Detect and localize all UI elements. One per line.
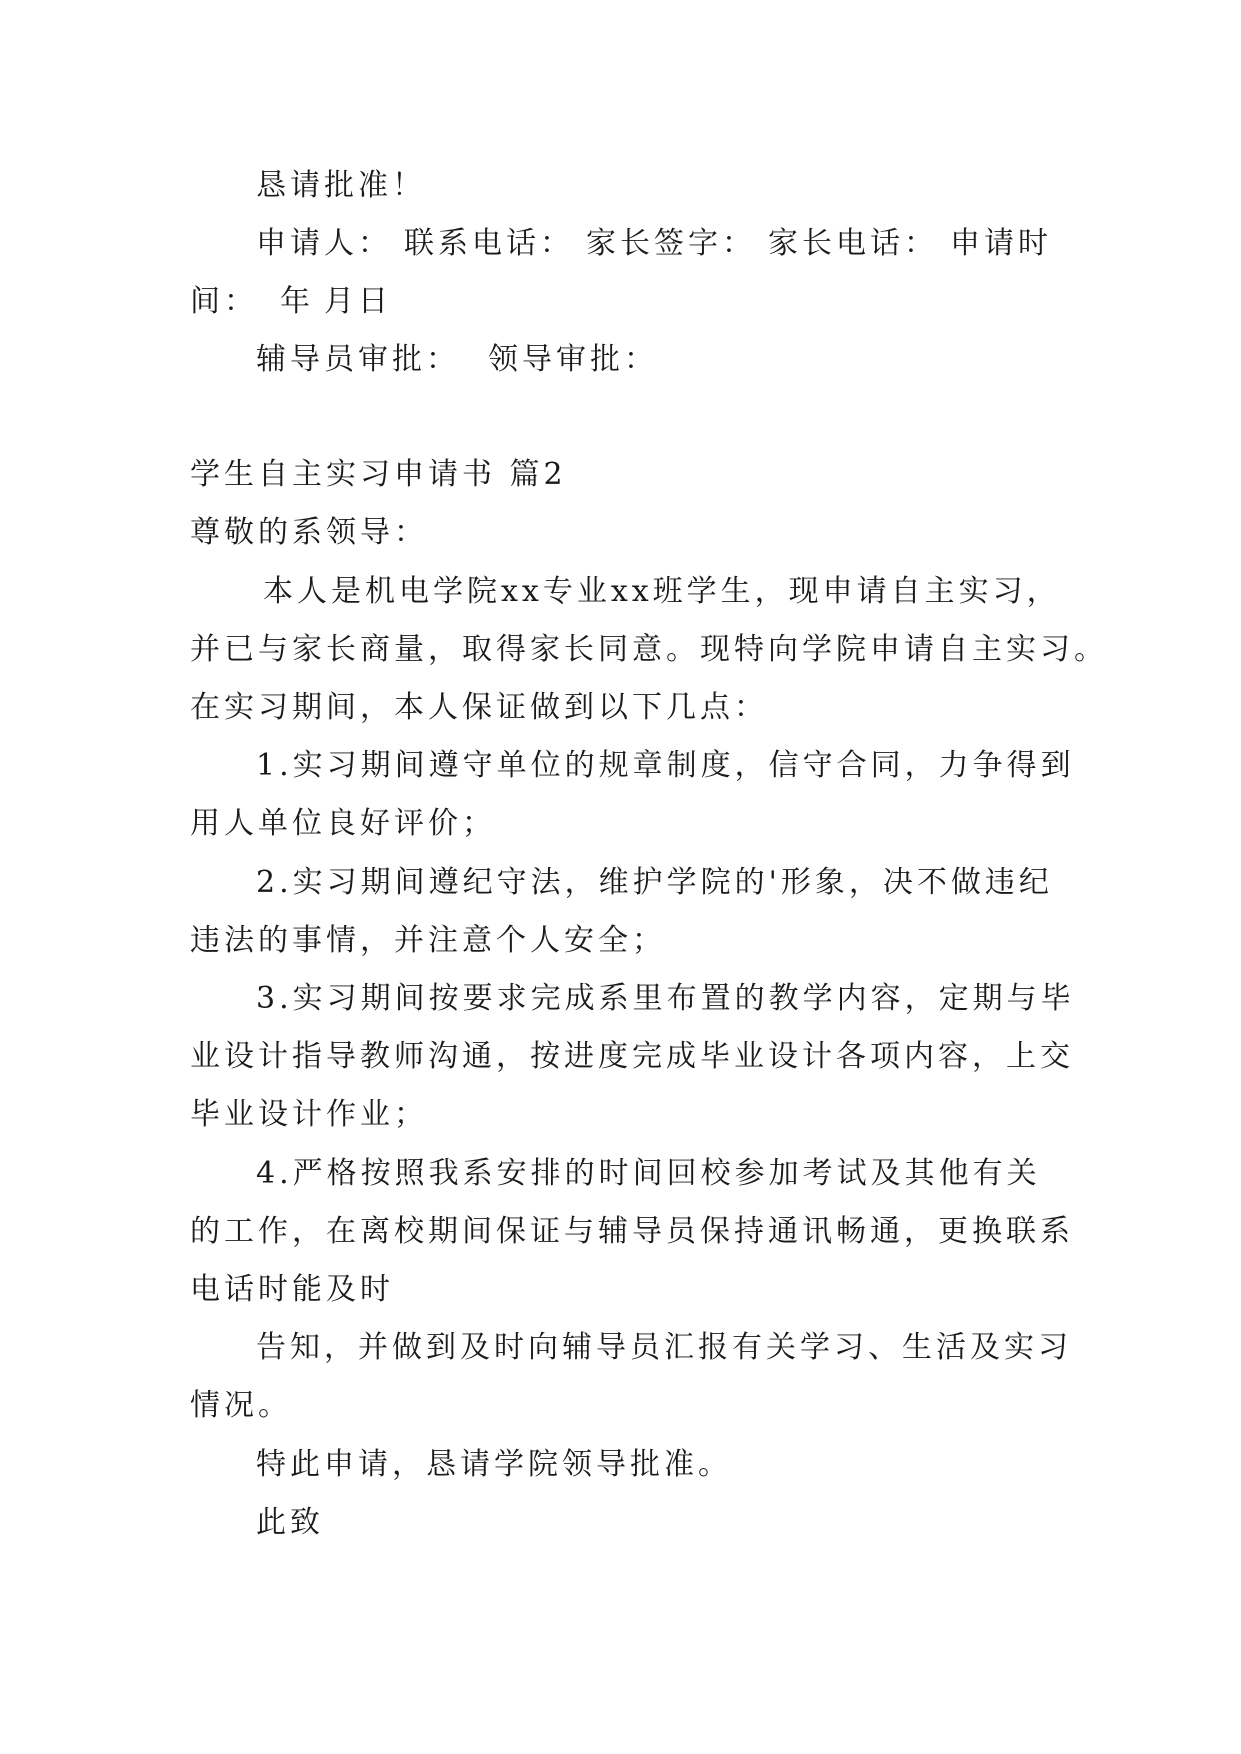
section-title: 学生自主实习申请书 篇2	[190, 457, 567, 492]
applicant-label: 申请人：	[256, 226, 392, 261]
signature-line	[256, 224, 1052, 264]
time-label-end: 间：	[190, 284, 258, 319]
parent-phone-label: 家长电话：	[768, 226, 938, 261]
intro-line-3: 在实习期间，本人保证做到以下几点：	[190, 690, 768, 725]
item-3-line-1: 3.实习期间按要求完成系里布置的教学内容，定期与毕	[256, 981, 1075, 1016]
salutation: 尊敬的系领导：	[190, 515, 428, 550]
item-1-line-2: 用人单位良好评价；	[190, 806, 496, 841]
item-4-line-3: 电话时能及时	[190, 1272, 394, 1307]
notify-line-1: 告知，并做到及时向辅导员汇报有关学习、生活及实习	[256, 1330, 1072, 1365]
item-2-line-2: 违法的事情，并注意个人安全；	[190, 923, 666, 958]
leader-approval-label: 领导审批：	[488, 342, 658, 377]
notify-line-2: 情况。	[190, 1388, 292, 1423]
item-4-line-1: 4.严格按照我系安排的时间回校参加考试及其他有关	[256, 1156, 1041, 1191]
application-time-label: 申请时	[950, 226, 1052, 261]
closing-line: 特此申请，恳请学院领导批准。	[256, 1447, 732, 1482]
approval-request: 恳请批准！	[256, 168, 426, 203]
year-label: 年	[280, 284, 314, 319]
approval-line	[256, 340, 658, 380]
intro-line-1: 本人是机电学院xx专业xx班学生，现申请自主实习，	[263, 574, 1061, 609]
signature-line-cont	[190, 282, 392, 322]
parent-signature-label: 家长签字：	[586, 226, 756, 261]
month-day-label: 月日	[324, 284, 392, 319]
item-1-line-1: 1.实习期间遵守单位的规章制度，信守合同，力争得到	[256, 748, 1075, 783]
intro-line-2: 并已与家长商量，取得家长同意。现特向学院申请自主实习。	[190, 632, 1108, 667]
contact-phone-label: 联系电话：	[404, 226, 574, 261]
item-4-line-2: 的工作，在离校期间保证与辅导员保持通讯畅通，更换联系	[190, 1214, 1074, 1249]
salute-line: 此致	[256, 1505, 324, 1540]
item-3-line-2: 业设计指导教师沟通，按进度完成毕业设计各项内容，上交	[190, 1039, 1074, 1074]
item-2-line-1: 2.实习期间遵纪守法，维护学院的'形象，决不做违纪	[256, 865, 1053, 900]
counselor-approval-label: 辅导员审批：	[256, 342, 460, 377]
item-3-line-3: 毕业设计作业；	[190, 1097, 428, 1132]
